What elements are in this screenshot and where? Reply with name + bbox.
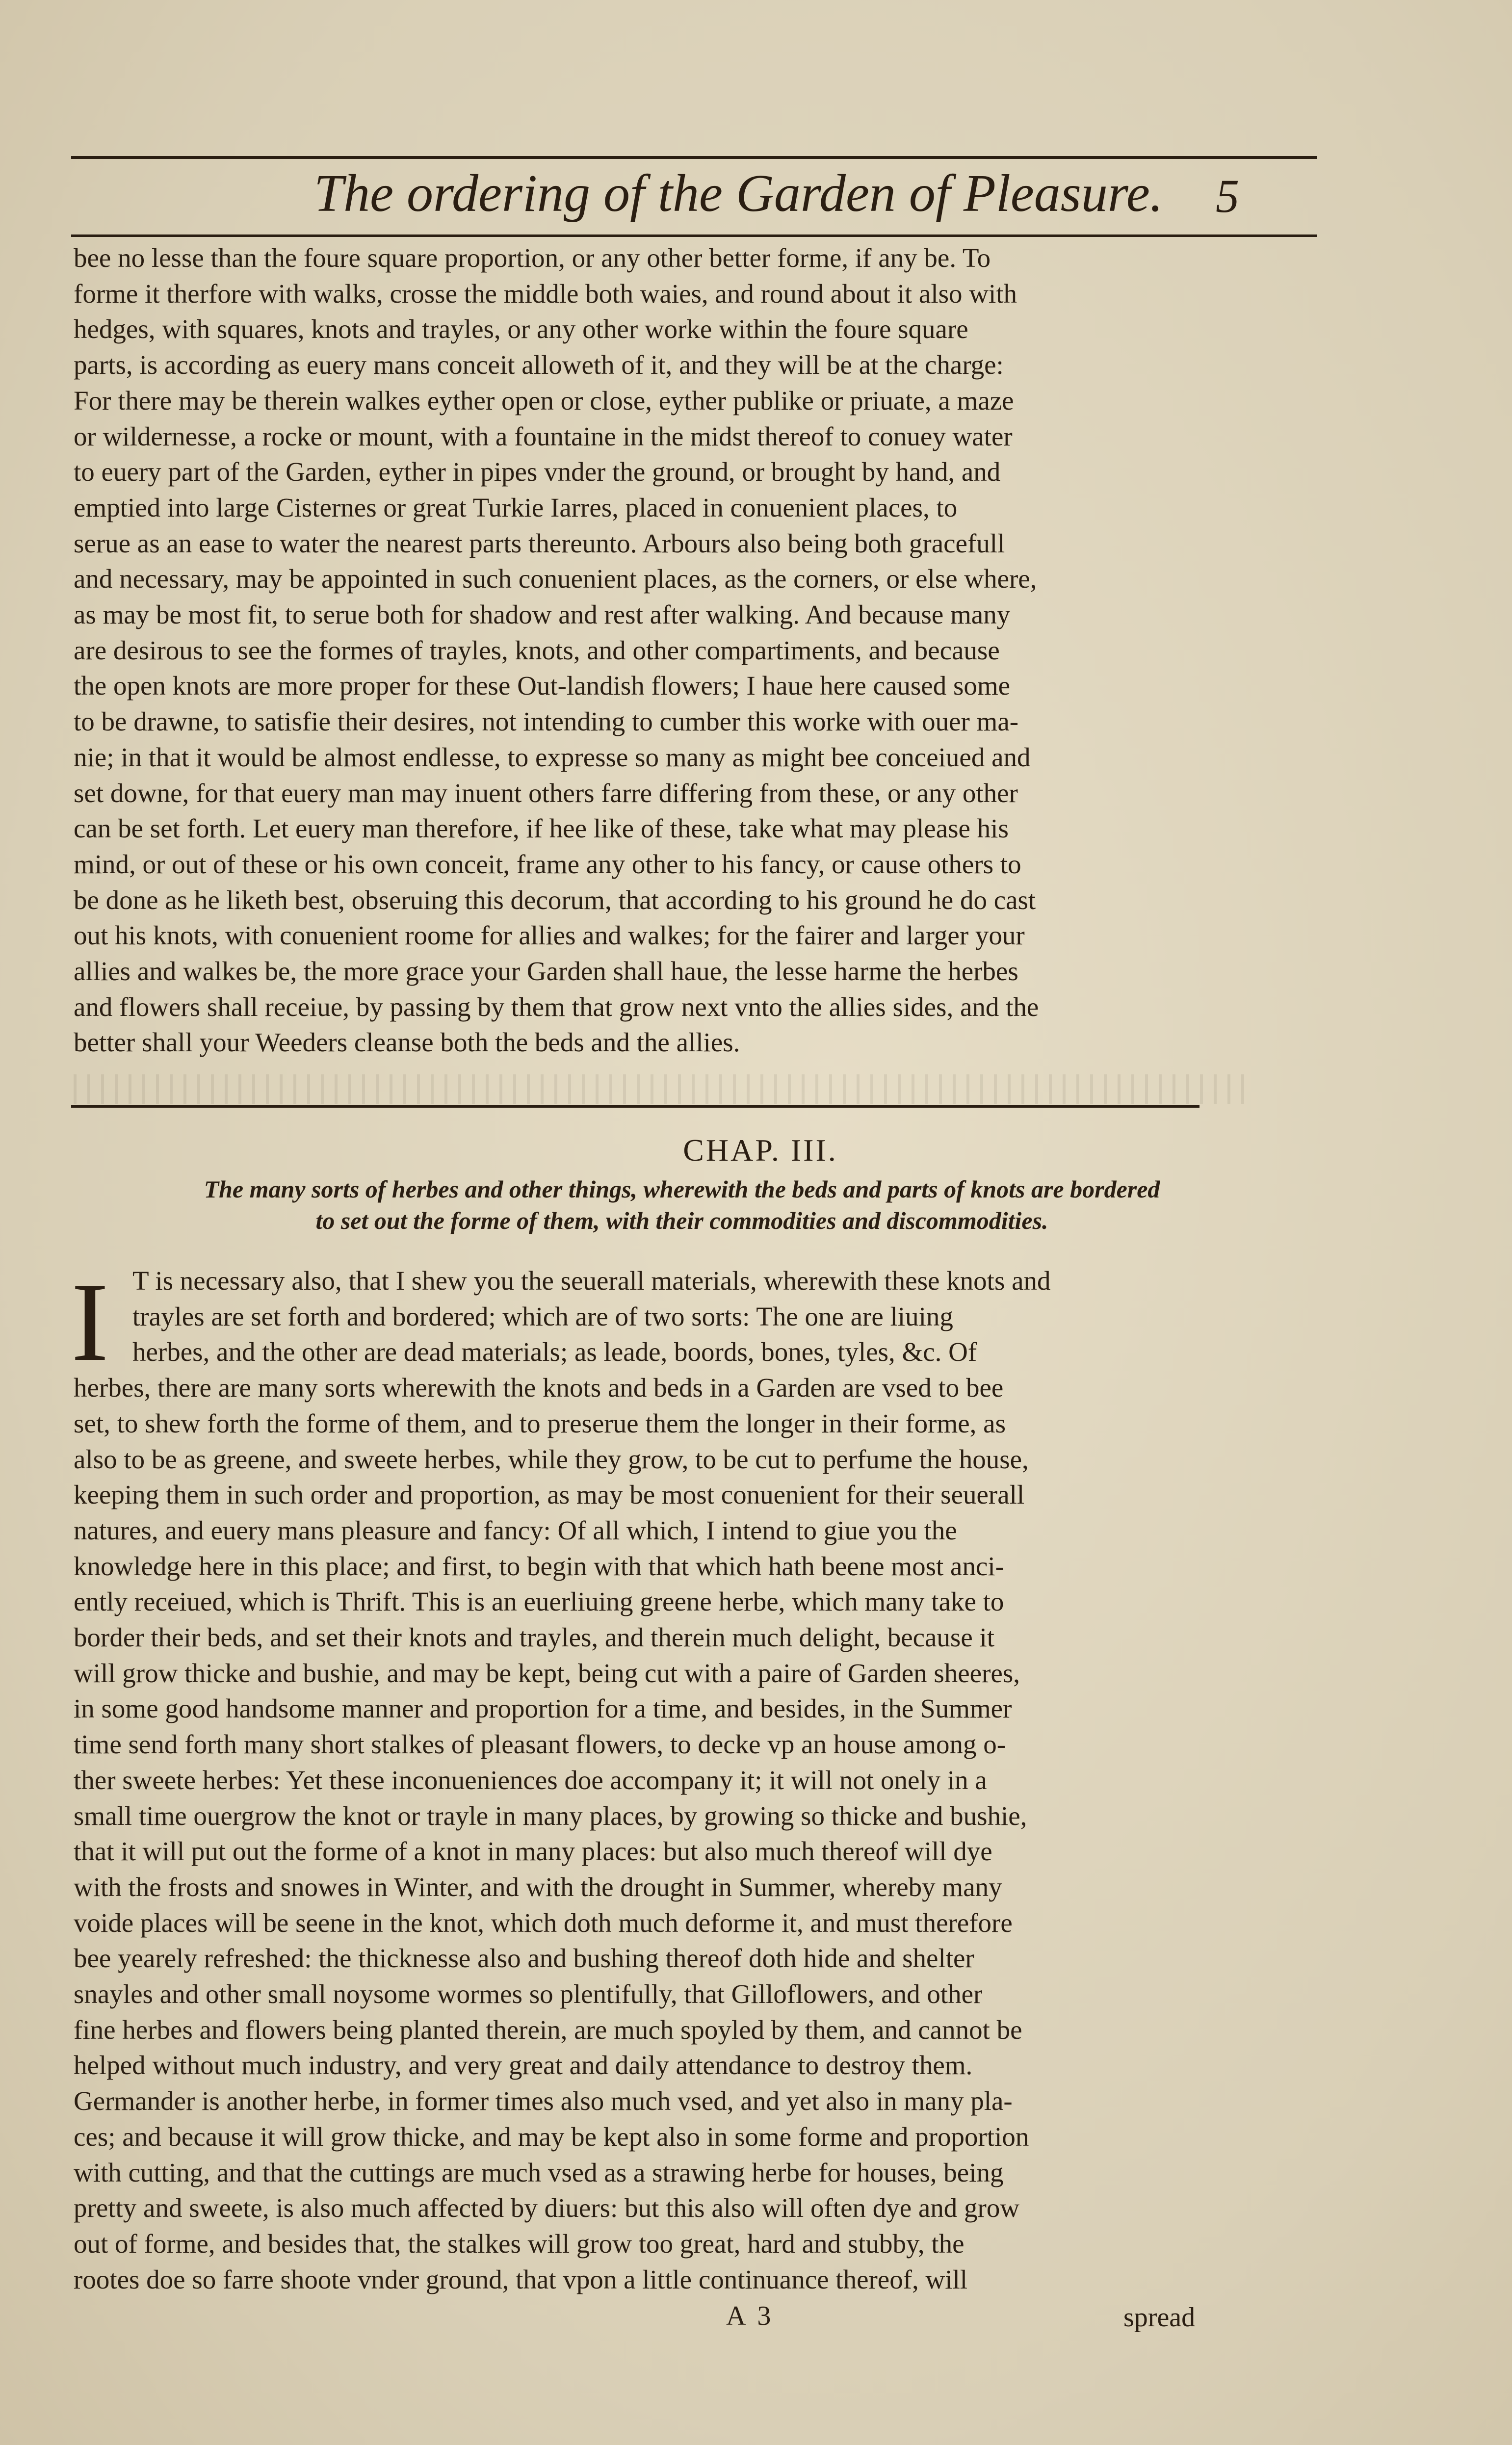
text-line: serue as an ease to water the nearest parts thereunto. Arbours also being both gracefull — [74, 528, 1005, 558]
text-line: to euery part of the Garden, eyther in pipes vnder the ground, or brought by hand, and — [74, 457, 1001, 487]
text-line: nie; in that it would be almost endlesse, to expresse so many as might bee conceiued and — [74, 742, 1031, 772]
text-line: better shall your Weeders cleanse both the beds and the allies. — [74, 1027, 740, 1058]
text-line: parts, is according as euery mans conceit alloweth of it, and they will be at the charge: — [74, 350, 1004, 380]
text-line: ther sweete herbes: Yet these inconueniences doe accompany it; it will not onely in a — [74, 1765, 987, 1795]
text-line: or wildernesse, a rocke or mount, with a fountaine in the midst thereof to conuey water — [74, 421, 1013, 451]
text-line: hedges, with squares, knots and trayles, or any other worke within the foure square — [74, 314, 968, 344]
header-rule-bottom — [71, 234, 1317, 237]
text-line: snayles and other small noysome wormes so plentifully, that Gilloflowers, and other — [74, 1979, 983, 2009]
text-line: time send forth many short stalkes of pleasant flowers, to decke vp an house among o- — [74, 1729, 1006, 1760]
text-line: to be drawne, to satisfie their desires, not intending to cumber this worke with ouer ma- — [74, 706, 1019, 737]
text-line: with cutting, and that the cuttings are much vsed as a strawing herbe for houses, being — [74, 2157, 1004, 2187]
text-line: herbes, and the other are dead materials; as leade, boords, bones, tyles, &c. Of — [132, 1337, 977, 1367]
text-line: that it will put out the forme of a knot in many places: but also much thereof will dye — [74, 1836, 992, 1867]
text-line: are desirous to see the formes of trayles, knots, and other compartiments, and because — [74, 635, 1000, 665]
text-line: set downe, for that euery man may inuent others farre differing from these, or any other — [74, 778, 1018, 808]
text-line: will grow thicke and bushie, and may be kept, being cut with a paire of Garden sheeres, — [74, 1658, 1020, 1688]
text-line: natures, and euery mans pleasure and fancy: Of all which, I intend to giue you the — [74, 1515, 957, 1545]
paragraph-1 — [74, 240, 1214, 1061]
text-line: the open knots are more proper for these Out-landish flowers; I haue here caused some — [74, 671, 1011, 701]
text-line: allies and walkes be, the more grace your Garden shall haue, the lesse harme the herbes — [74, 956, 1018, 987]
text-line: trayles are set forth and bordered; which are of two sorts: The one are liuing — [132, 1301, 953, 1331]
text-line: herbes, there are many sorts wherewith the knots and beds in a Garden are vsed to bee — [74, 1373, 1004, 1403]
text-line: small time ouergrow the knot or trayle in many places, by growing so thicke and bushie, — [74, 1800, 1027, 1831]
show-through-texture — [74, 1074, 1251, 1104]
subtitle-line-2: to set out the forme of them, with their commodities and discommodities. — [315, 1207, 1048, 1234]
text-line: emptied into large Cisternes or great Turkie Iarres, placed in conuenient places, to — [74, 492, 958, 522]
text-line: set, to shew forth the forme of them, and to preserue them the longer in their forme, as — [74, 1408, 1006, 1438]
text-line: ently receiued, which is Thrift. This is an euerliuing greene herbe, which many take to — [74, 1587, 1004, 1617]
text-line: For there may be therein walkes eyther open or close, eyther publike or priuate, a maze — [74, 385, 1014, 416]
text-line: rootes doe so farre shoote vnder ground, that vpon a little continuance thereof, will — [74, 2264, 968, 2294]
text-line: Germander is another herbe, in former times also much vsed, and yet also in many pla- — [74, 2086, 1013, 2116]
text-line: knowledge here in this place; and first, to begin with that which hath beene most anci- — [74, 1551, 1004, 1581]
text-line: pretty and sweete, is also much affected by diuers: but this also will often dye and grow — [74, 2193, 1020, 2223]
text-line: border their beds, and set their knots and trayles, and therein much delight, because it — [74, 1622, 995, 1653]
text-line: voide places will be seene in the knot, which doth much deforme it, and must therefore — [74, 1907, 1013, 1938]
text-line: bee no lesse than the foure square proportion, or any other better forme, if any be. To — [74, 243, 991, 273]
text-line: fine herbes and flowers being planted therein, are much spoyled by them, and cannot be — [74, 2014, 1022, 2045]
text-line: as may be most fit, to serue both for shadow and rest after walking. And because many — [74, 599, 1011, 630]
section-rule — [71, 1105, 1199, 1108]
header-rule-top — [71, 156, 1317, 159]
chapter-subtitle — [74, 1173, 1290, 1236]
text-line: can be set forth. Let euery man therefore, if hee like of these, take what may please his — [74, 813, 1009, 844]
text-line: mind, or out of these or his own conceit, frame any other to his fancy, or cause others to — [74, 849, 1021, 879]
catchword: spread — [1123, 2302, 1196, 2333]
text-line: ces; and because it will grow thicke, and may be kept also in some forme and proportion — [74, 2121, 1029, 2152]
text-line: bee yearely refreshed: the thicknesse also and bushing thereof doth hide and shelter — [74, 1943, 974, 1974]
running-title: The ordering of the Garden of Pleasure. — [314, 164, 1163, 223]
text-line: in some good handsome manner and proportion for a time, and besides, in the Summer — [74, 1693, 1012, 1724]
text-line: forme it therfore with walks, crosse the middle both waies, and round about it also with — [74, 278, 1017, 309]
page-number: 5 — [1216, 170, 1239, 222]
text-line: and necessary, may be appointed in such conuenient places, as the corners, or else where, — [74, 564, 1037, 594]
text-line: out of forme, and besides that, the stalkes will grow too great, hard and stubby, the — [74, 2228, 965, 2259]
text-line: with the frosts and snowes in Winter, and with the drought in Summer, whereby many — [74, 1872, 1002, 1902]
signature-mark: A 3 — [726, 2301, 774, 2331]
paragraph-2 — [74, 1263, 1214, 2297]
text-line: also to be as greene, and sweete herbes, while they grow, to be cut to perfume the house, — [74, 1444, 1029, 1474]
subtitle-line-1: The many sorts of herbes and other things, wherewith the beds and parts of knots are bordered — [204, 1175, 1160, 1203]
text-line: and flowers shall receiue, by passing by them that grow next vnto the allies sides, and the — [74, 991, 1039, 1022]
text-line: be done as he liketh best, obseruing this decorum, that according to his ground he do cast — [74, 884, 1036, 915]
text-line: helped without much industry, and very great and daily attendance to destroy them. — [74, 2050, 973, 2081]
text-line: T is necessary also, that I shew you the seuerall materials, wherewith these knots and — [132, 1266, 1051, 1296]
text-line: keeping them in such order and proportion, as may be most conuenient for their seuerall — [74, 1480, 1025, 1510]
chapter-title: CHAP. III. — [683, 1133, 838, 1168]
drop-cap: I — [71, 1259, 109, 1384]
text-line: out his knots, with conuenient roome for allies and walkes; for the fairer and larger your — [74, 920, 1025, 951]
